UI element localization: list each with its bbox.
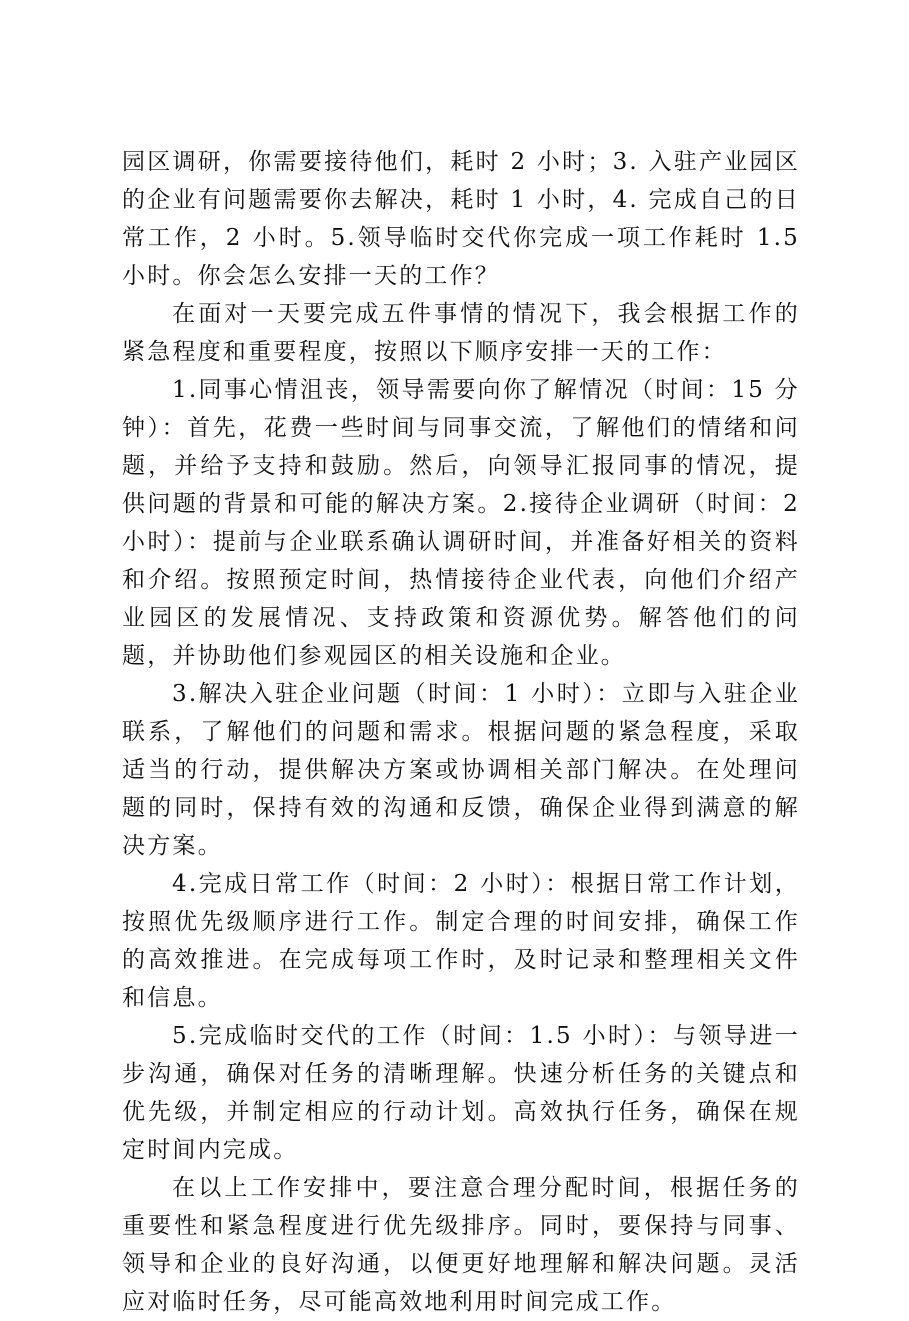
paragraph-step-1-2: 1.同事心情沮丧，领导需要向你了解情况（时间：15 分钟）：首先，花费一些时间与同事交流，了解他们的情绪和问题，并给予支持和鼓励。然后，向领导汇报同事的情况，提供问题的背景和可能的解决方案。2.接待企业调研（时间：2 小时）：提前与企业联系确认调研时间，并准备好相关的资料和介绍。按照预定时间，热情接待企业代表，向他们介绍产业园区的发展情况、支持政策和资源优势。解答他们的问题，并协助他们参观园区的相关设施和企业。 bbox=[122, 377, 800, 669]
paragraph-conclusion: 在以上工作安排中，要注意合理分配时间，根据任务的重要性和紧急程度进行优先级排序。同时，要保持与同事、领导和企业的良好沟通，以便更好地理解和解决问题。灵活应对临时任务，尽可能高效地利用时间完成工作。 bbox=[122, 1175, 800, 1315]
paragraph-question-continuation: 园区调研，你需要接待他们，耗时 2 小时；3. 入驻产业园区的企业有问题需要你去解决，耗时 1 小时，4. 完成自己的日常工作，2 小时。5.领导临时交代你完成一项工作耗时 1.5 小时。你会怎么安排一天的工作？ bbox=[122, 149, 800, 289]
document-body bbox=[122, 143, 800, 1321]
paragraph-intro: 在面对一天要完成五件事情的情况下，我会根据工作的紧急程度和重要程度，按照以下顺序安排一天的工作： bbox=[122, 301, 800, 365]
paragraph-step-5: 5.完成临时交代的工作（时间：1.5 小时）：与领导进一步沟通，确保对任务的清晰理解。快速分析任务的关键点和优先级，并制定相应的行动计划。高效执行任务，确保在规定时间内完成。 bbox=[122, 1023, 800, 1163]
paragraph-step-4: 4.完成日常工作（时间：2 小时）：根据日常工作计划，按照优先级顺序进行工作。制定合理的时间安排，确保工作的高效推进。在完成每项工作时，及时记录和整理相关文件和信息。 bbox=[122, 871, 800, 1011]
paragraph-step-3: 3.解决入驻企业问题（时间：1 小时）：立即与入驻企业联系，了解他们的问题和需求。根据问题的紧急程度，采取适当的行动，提供解决方案或协调相关部门解决。在处理问题的同时，保持有效的沟通和反馈，确保企业得到满意的解决方案。 bbox=[122, 681, 800, 859]
